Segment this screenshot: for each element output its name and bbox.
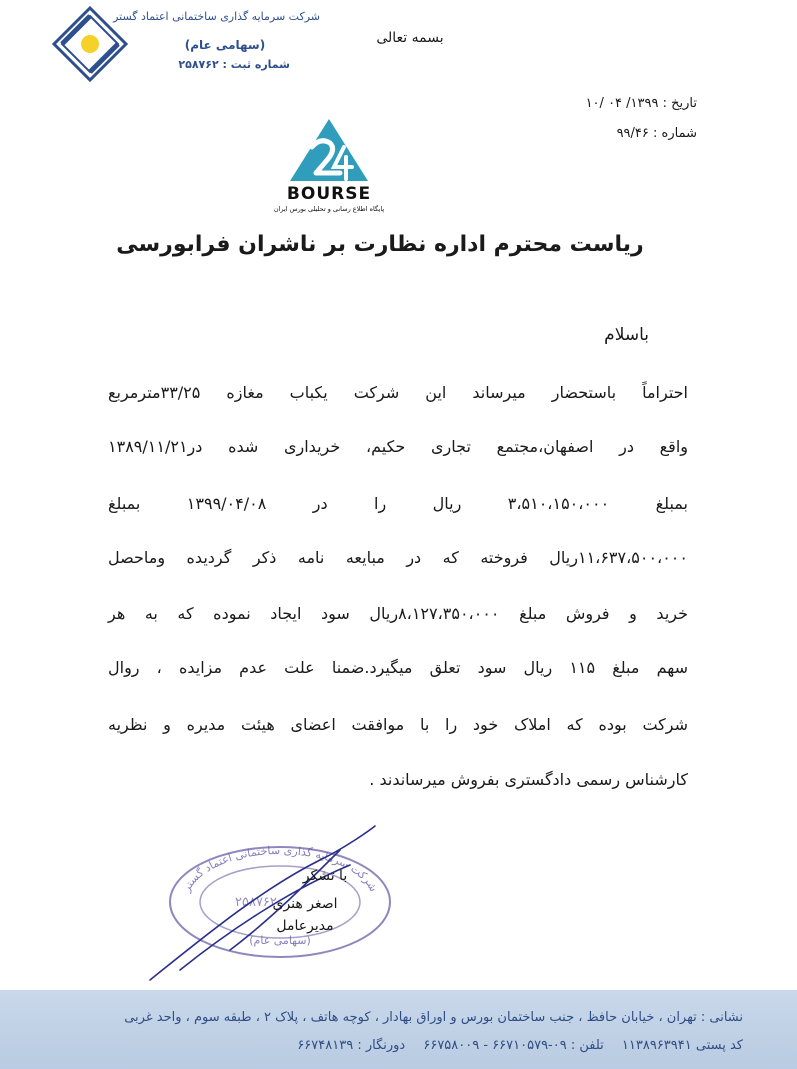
body-line: کارشناس رسمی دادگستری بفروش میرساندند . — [369, 770, 688, 789]
letter-date: تاریخ : ۱۳۹۹/ ۰۴ /۱۰ — [585, 96, 697, 111]
body-line: ۱۱،۶۳۷،۵۰۰،۰۰۰ریال فروخته که در مبایعه نامه ذکر گردیده وماحصل — [108, 548, 688, 567]
letter-number: شماره : ۹۹/۴۶ — [616, 126, 697, 141]
body-line: خرید و فروش مبلغ ۸،۱۲۷،۳۵۰،۰۰۰ریال سود ایجاد نموده که به هر — [108, 604, 688, 623]
stamp-ring-text: شرکت سرمایه گذاری ساختمانی اعتماد گستر — [179, 843, 381, 894]
company-type: (سهامی عام) — [184, 38, 266, 52]
footer-postal-code: کد پستی ۱۱۳۸۹۶۳۹۴۱ — [621, 1038, 743, 1053]
signatory-title: مدیرعامل — [276, 918, 334, 934]
footer-phone: تلفن : ۰۹-۶۶۷۱۰۵۷۹ - ۶۶۷۵۸۰۰۹ — [423, 1038, 604, 1053]
bourse-wordmark: BOURSE — [286, 184, 372, 204]
company-name: شرکت سرمایه گذاری ساختمانی اعتماد گستر — [113, 10, 320, 23]
bourse-caption: پایگاه اطلاع رسانی و تحلیلی بورس ایران — [273, 205, 385, 213]
stamp-number: ۲۵۸۷۶۲ — [235, 895, 277, 910]
footer-contacts — [283, 1038, 743, 1053]
body-line: سهم مبلغ ۱۱۵ ریال سود تعلق میگیرد.ضمنا علت عدم مزایده ، روال — [108, 658, 689, 677]
footer-address: نشانی : تهران ، خیابان حافظ ، جنب ساختمان بورس و اوراق بهادار ، کوچه هاتف ، پلاک ۲ ، طبقه سوم ، واحد غربی — [124, 1010, 743, 1025]
greeting: باسلام — [604, 325, 649, 345]
body-line: احتراماً باستحضار میرساند این شرکت یکباب مغازه ۳۳/۲۵مترمربع — [108, 383, 688, 402]
bourse-logo — [268, 107, 390, 220]
basmala: بسمه تعالی — [376, 30, 444, 46]
body-line: واقع در اصفهان،مجتمع تجاری حکیم، خریداری شده در۱۳۸۹/۱۱/۲۱ — [108, 437, 688, 456]
body-line: شرکت بوده که املاک خود را با موافقت اعضای هیئت مدیره و نظریه — [108, 715, 688, 734]
footer-band — [0, 990, 797, 1069]
body-line: بمبلغ ۳،۵۱۰،۱۵۰،۰۰۰ ریال را در ۱۳۹۹/۰۴/۰۸ بمبلغ — [108, 494, 688, 513]
stamp-type: (سهامی عام) — [249, 934, 311, 947]
registration-number: شماره ثبت : ۲۵۸۷۶۲ — [178, 58, 290, 71]
signature-thanks: با تشکر — [302, 868, 348, 884]
signatory-name: اصغر هنری — [272, 896, 338, 912]
recipient-title: ریاست محترم اداره نظارت بر ناشران فرابورسی — [116, 232, 644, 257]
footer-fax: دورنگار : ۶۶۷۴۸۱۳۹ — [297, 1038, 406, 1053]
